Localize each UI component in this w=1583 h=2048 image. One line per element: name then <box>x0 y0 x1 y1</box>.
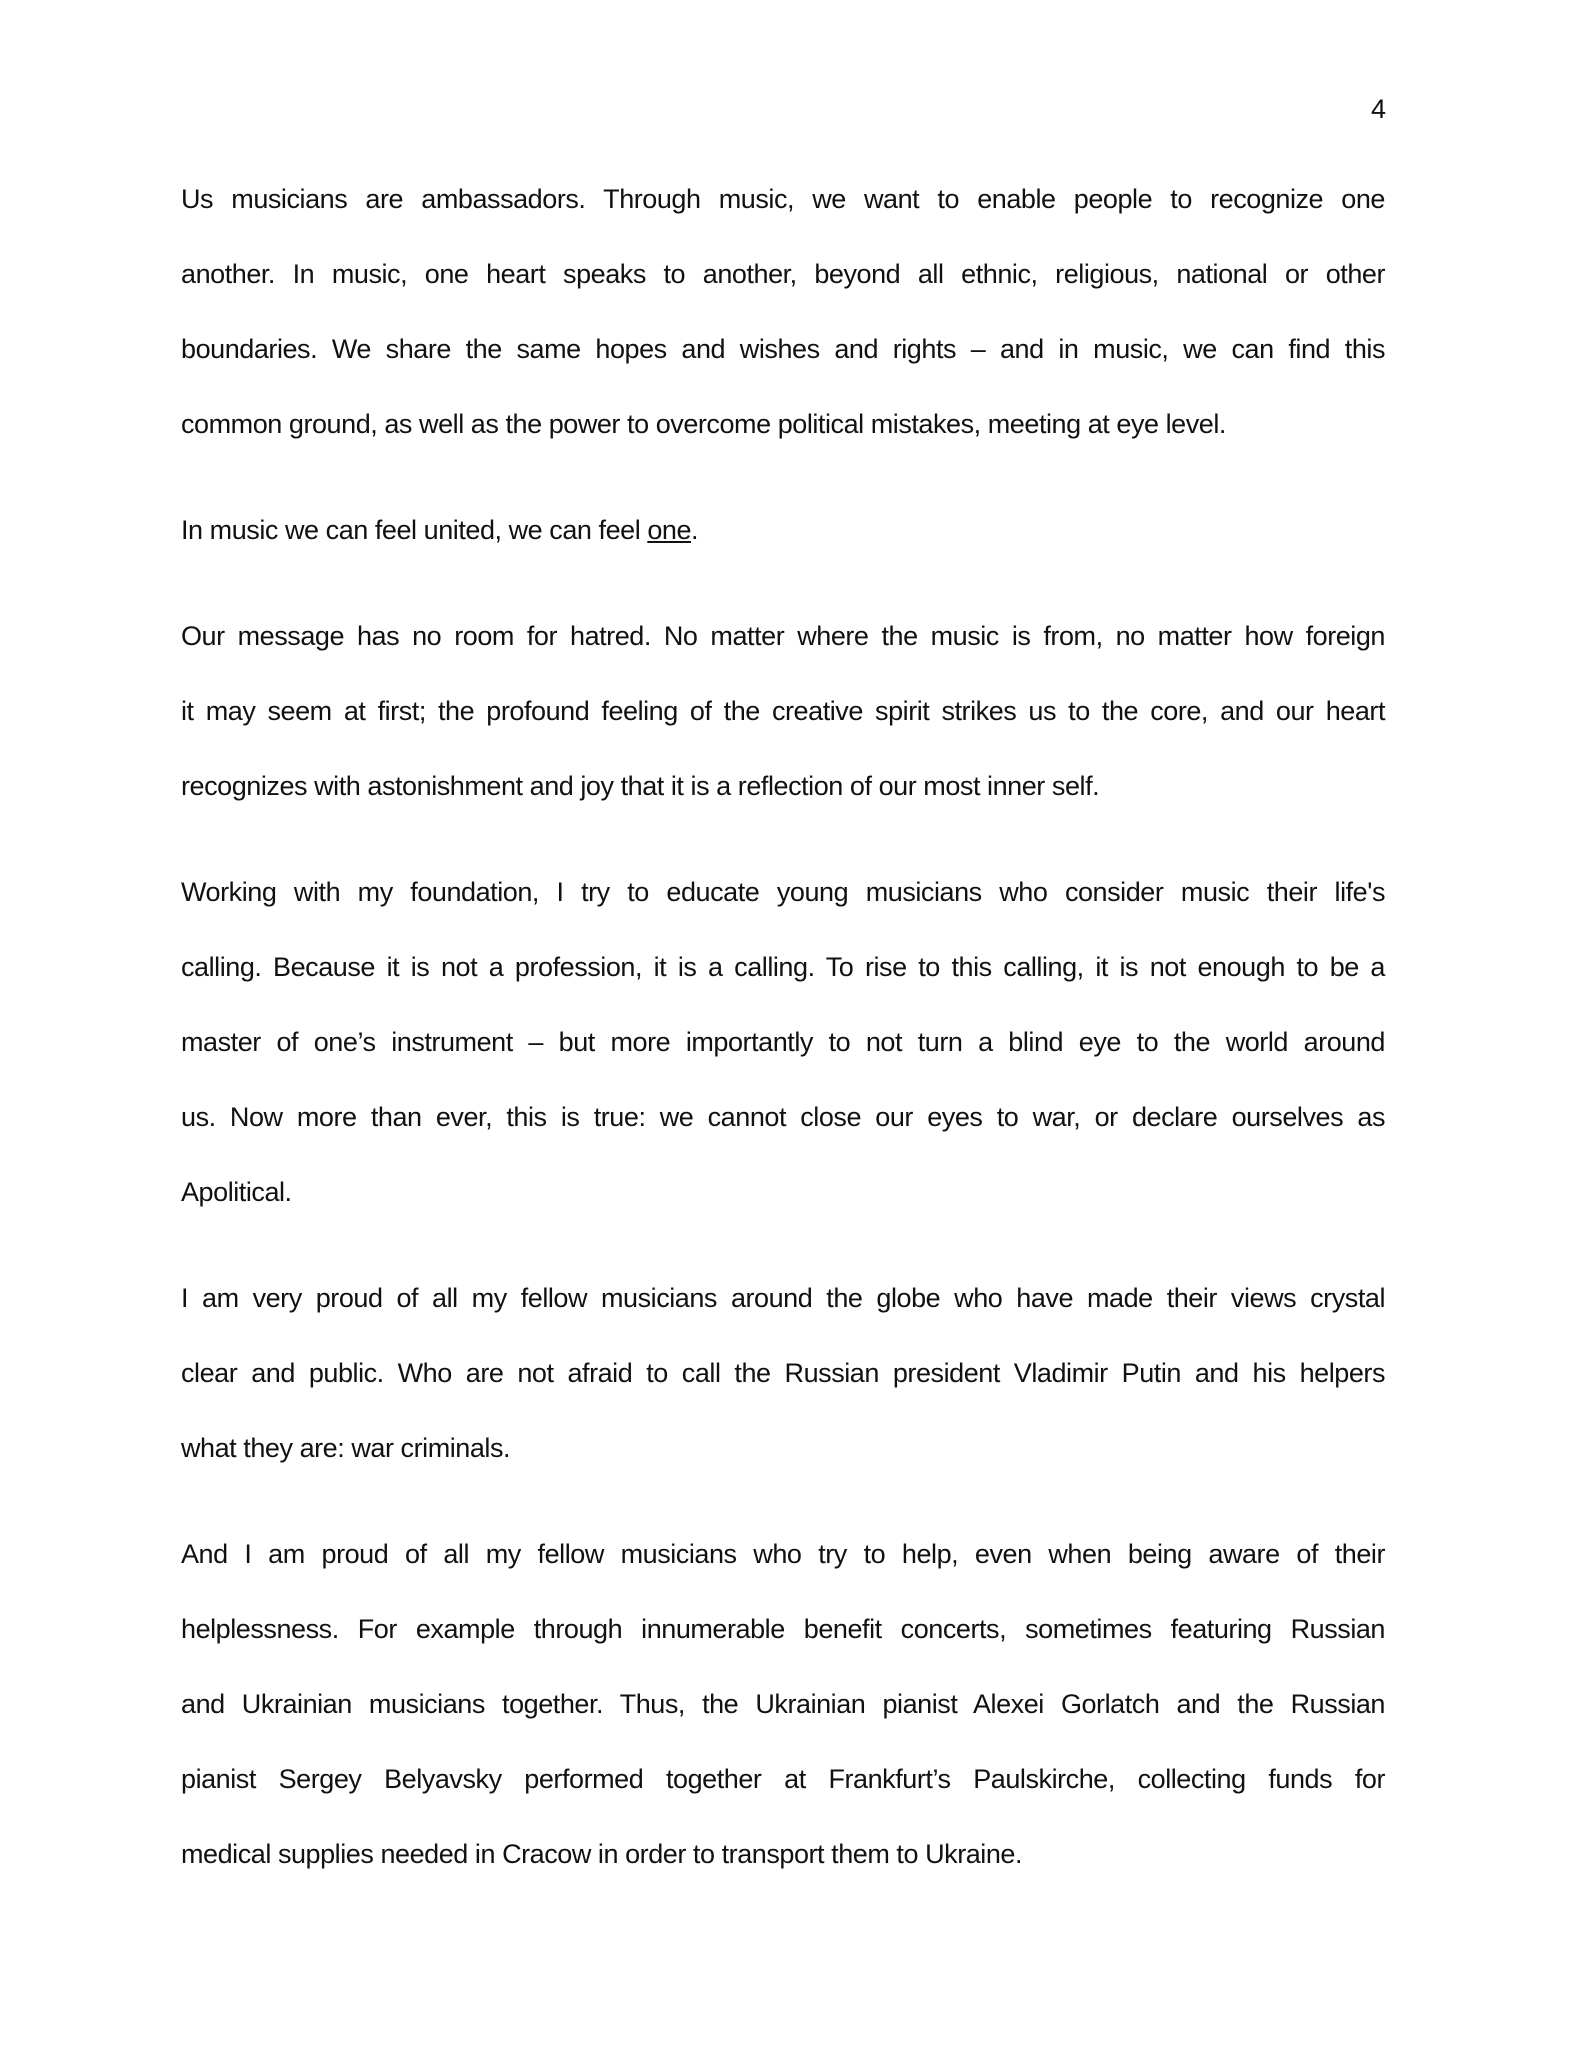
text-line: medical supplies needed in Cracow in order to transport them to Ukraine. <box>181 1839 1023 1869</box>
paragraph <box>181 1261 1385 1486</box>
text-line: boundaries. We share the same hopes and wishes and rights – and in music, we can find this <box>181 334 1385 364</box>
text-line: common ground, as well as the power to overcome political mistakes, meeting at eye level. <box>181 409 1226 439</box>
text-line: I am very proud of all my fellow musicians around the globe who have made their views crystal <box>181 1283 1385 1313</box>
text-line: Apolitical. <box>181 1177 292 1207</box>
text-line: Us musicians are ambassadors. Through music, we want to enable people to recognize one <box>181 184 1385 214</box>
text-line: it may seem at first; the profound feeling of the creative spirit strikes us to the core, and our heart <box>181 696 1385 726</box>
text-line: master of one’s instrument – but more importantly to not turn a blind eye to the world around <box>181 1027 1385 1057</box>
paragraph <box>181 162 1385 462</box>
text-line: us. Now more than ever, this is true: we cannot close our eyes to war, or declare ourselves as <box>181 1102 1385 1132</box>
text-span: . <box>691 515 699 545</box>
text-line: recognizes with astonishment and joy that it is a reflection of our most inner self. <box>181 771 1100 801</box>
page-number: 4 <box>1370 94 1386 124</box>
paragraph <box>181 493 1385 568</box>
text-line <box>181 493 1385 568</box>
paragraph <box>181 599 1385 824</box>
text-span: In music we can feel united, we can feel <box>181 515 648 545</box>
text-line: calling. Because it is not a profession, it is a calling. To rise to this calling, it is not enough to be a <box>181 952 1385 982</box>
text-line: And I am proud of all my fellow musicians who try to help, even when being aware of their <box>181 1539 1385 1569</box>
text-line: another. In music, one heart speaks to another, beyond all ethnic, religious, national or other <box>181 259 1385 289</box>
document-body <box>181 162 1385 1923</box>
text-line: pianist Sergey Belyavsky performed together at Frankfurt’s Paulskirche, collecting funds for <box>181 1764 1385 1794</box>
text-line: what they are: war criminals. <box>181 1433 511 1463</box>
text-line: Working with my foundation, I try to educate young musicians who consider music their life's <box>181 877 1385 907</box>
underlined-word: one <box>647 515 692 545</box>
text-line: helplessness. For example through innumerable benefit concerts, sometimes featuring Russian <box>181 1614 1385 1644</box>
paragraph <box>181 855 1385 1230</box>
text-line: clear and public. Who are not afraid to call the Russian president Vladimir Putin and his helpers <box>181 1358 1385 1388</box>
text-line: Our message has no room for hatred. No matter where the music is from, no matter how foreign <box>181 621 1385 651</box>
text-line: and Ukrainian musicians together. Thus, the Ukrainian pianist Alexei Gorlatch and the Russian <box>181 1689 1385 1719</box>
paragraph <box>181 1517 1385 1892</box>
